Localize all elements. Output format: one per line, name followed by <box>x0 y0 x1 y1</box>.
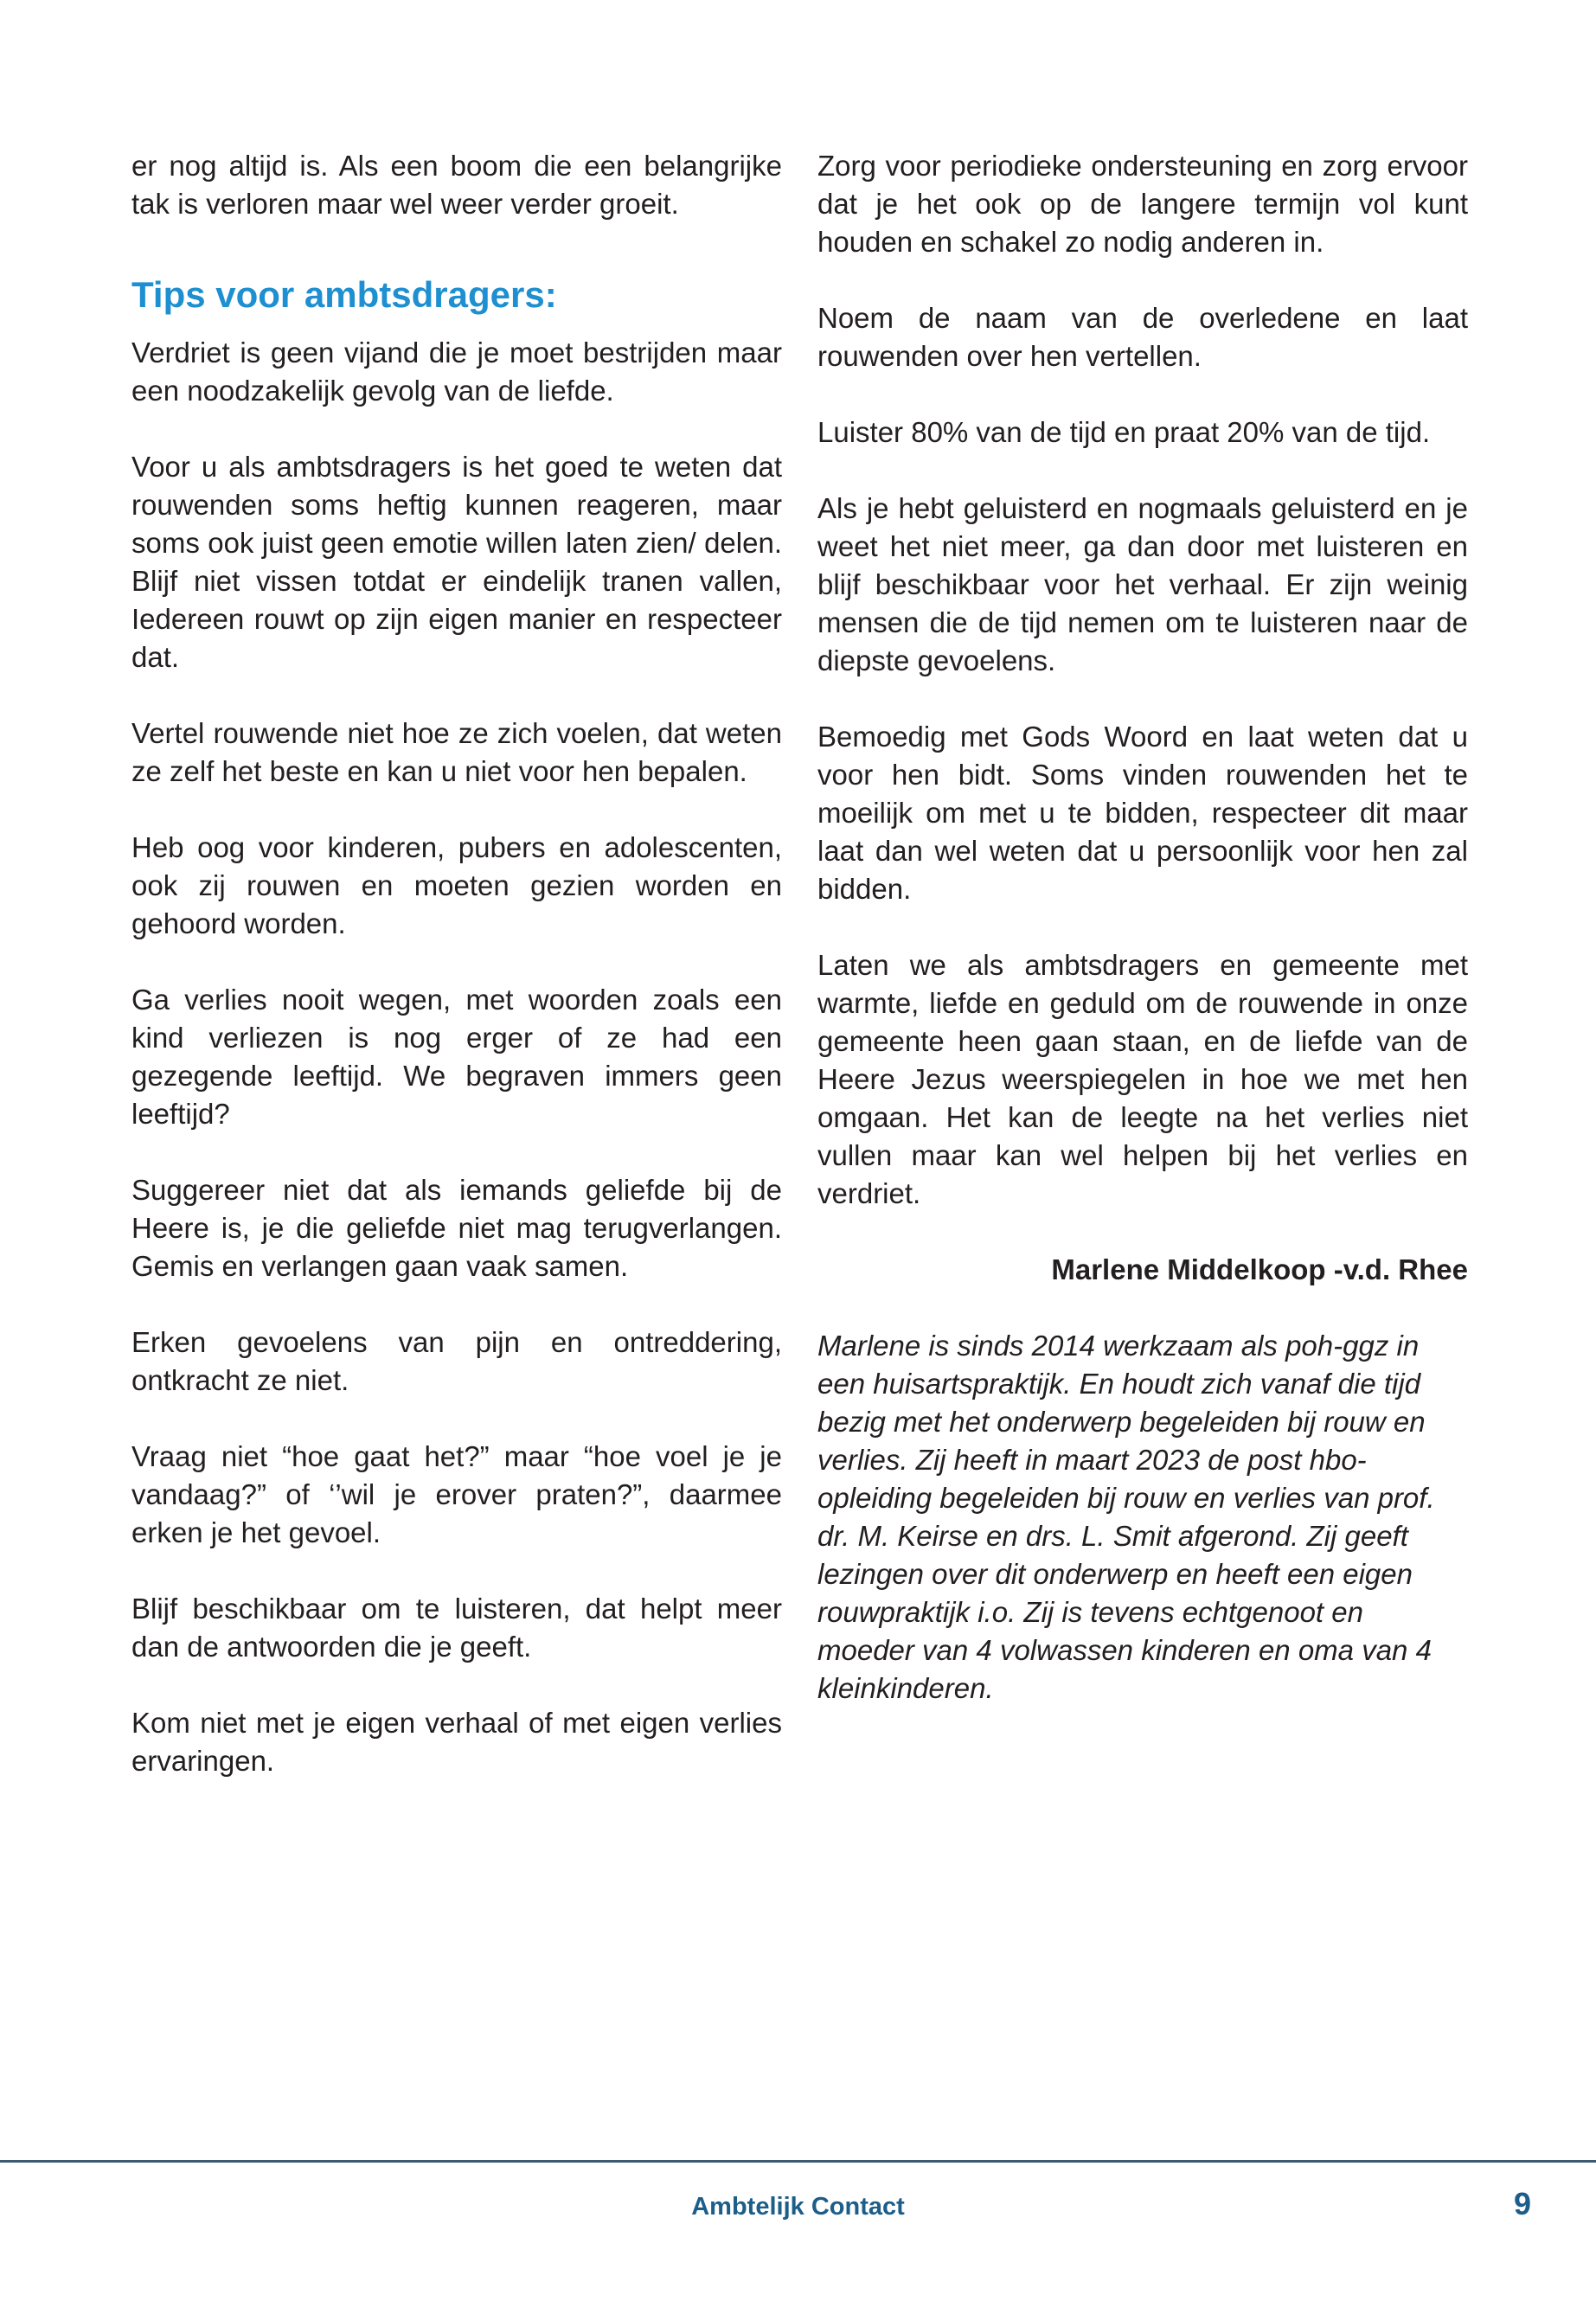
body-paragraph: Noem de naam van de overledene en laat rouwenden over hen vertellen. <box>817 302 1468 372</box>
body-paragraph: Heb oog voor kinderen, pubers en adolescenten, ook zij rouwen en moeten gezien worden en gehoord worden. <box>131 831 782 939</box>
body-paragraph: Luister 80% van de tijd en praat 20% van de tijd. <box>817 416 1431 448</box>
body-paragraph: Suggereer niet dat als iemands geliefde bij de Heere is, je die geliefde niet mag terugverlangen. Gemis en verlangen gaan vaak samen. <box>131 1174 782 1282</box>
body-paragraph: Kom niet met je eigen verhaal of met eigen verlies ervaringen. <box>131 1707 782 1777</box>
body-paragraph: Laten we als ambtsdragers en gemeente met warmte, liefde en geduld om de rouwende in onze gemeente heen gaan staan, en de liefde van de Heere Jezus weerspiegelen in hoe we met hen omgaan. Het kan de leegte na het verlies niet vullen maar kan wel helpen bij het verlies en verdriet. <box>817 949 1468 1209</box>
body-paragraph: Als je hebt geluisterd en nogmaals geluisterd en je weet het niet meer, ga dan door met luisteren en blijf beschikbaar voor het verhaal. Er zijn weinig mensen die de tijd nemen om te luisteren naar de diepste gevoelens. <box>817 492 1468 676</box>
footer-publication-title: Ambtelijk Contact <box>691 2193 905 2221</box>
body-paragraph: Blijf beschikbaar om te luisteren, dat helpt meer dan de antwoorden die je geeft. <box>131 1593 782 1663</box>
body-paragraph: Bemoedig met Gods Woord en laat weten dat u voor hen bidt. Soms vinden rouwenden het te moeilijk om met u te bidden, respecteer dit maar laat dan wel weten dat u persoonlijk voor hen zal bidden. <box>817 721 1468 905</box>
author-bio: Marlene is sinds 2014 werkzaam als poh-ggz in een huisartspraktijk. En houdt zich vanaf die tijd bezig met het onderwerp begeleiden bij rouw en verlies. Zij heeft in maart 2023 de post hbo-opleiding begeleiden bij rouw en verlies van prof. dr. M. Keirse en drs. L. Smit afgerond. Zij geeft lezingen over dit onderwerp en heeft een eigen rouwpraktijk i.o. Zij is tevens echtgenoot en moeder van 4 volwassen kinderen en oma van 4 kleinkinderen. <box>817 1330 1435 1704</box>
body-paragraph: Zorg voor periodieke ondersteuning en zorg ervoor dat je het ook op de langere termijn vol kunt houden en schakel zo nodig anderen in. <box>817 150 1468 258</box>
body-paragraph: Erken gevoelens van pijn en ontreddering, ontkracht ze niet. <box>131 1326 782 1396</box>
body-paragraph: Vertel rouwende niet hoe ze zich voelen, dat weten ze zelf het beste en kan u niet voor hen bepalen. <box>131 717 782 787</box>
page-number: 9 <box>1513 2186 1531 2221</box>
body-paragraph: Verdriet is geen vijand die je moet bestrijden maar een noodzakelijk gevolg van de liefde. <box>131 336 782 407</box>
section-heading: Tips voor ambtsdragers: <box>131 274 557 315</box>
right-column <box>817 147 1468 1746</box>
footer-divider <box>0 2160 1596 2163</box>
left-column <box>131 147 782 1818</box>
body-paragraph: Vraag niet “hoe gaat het?” maar “hoe voel je je vandaag?” of ‘’wil je erover praten?”, daarmee erken je het gevoel. <box>131 1440 782 1548</box>
author-signature: Marlene Middelkoop -v.d. Rhee <box>1051 1253 1468 1285</box>
body-paragraph: Ga verlies nooit wegen, met woorden zoals een kind verliezen is nog erger of ze had een gezegende leeftijd. We begraven immers geen leeftijd? <box>131 984 782 1130</box>
intro-paragraph: er nog altijd is. Als een boom die een belangrijke tak is verloren maar wel weer verder groeit. <box>131 150 782 220</box>
body-paragraph: Voor u als ambtsdragers is het goed te weten dat rouwenden soms heftig kunnen reageren, maar soms ook juist geen emotie willen laten zien/ delen. Blijf niet vissen totdat er eindelijk tranen vallen, Iedereen rouwt op zijn eigen manier en respecteer dat. <box>131 451 782 673</box>
